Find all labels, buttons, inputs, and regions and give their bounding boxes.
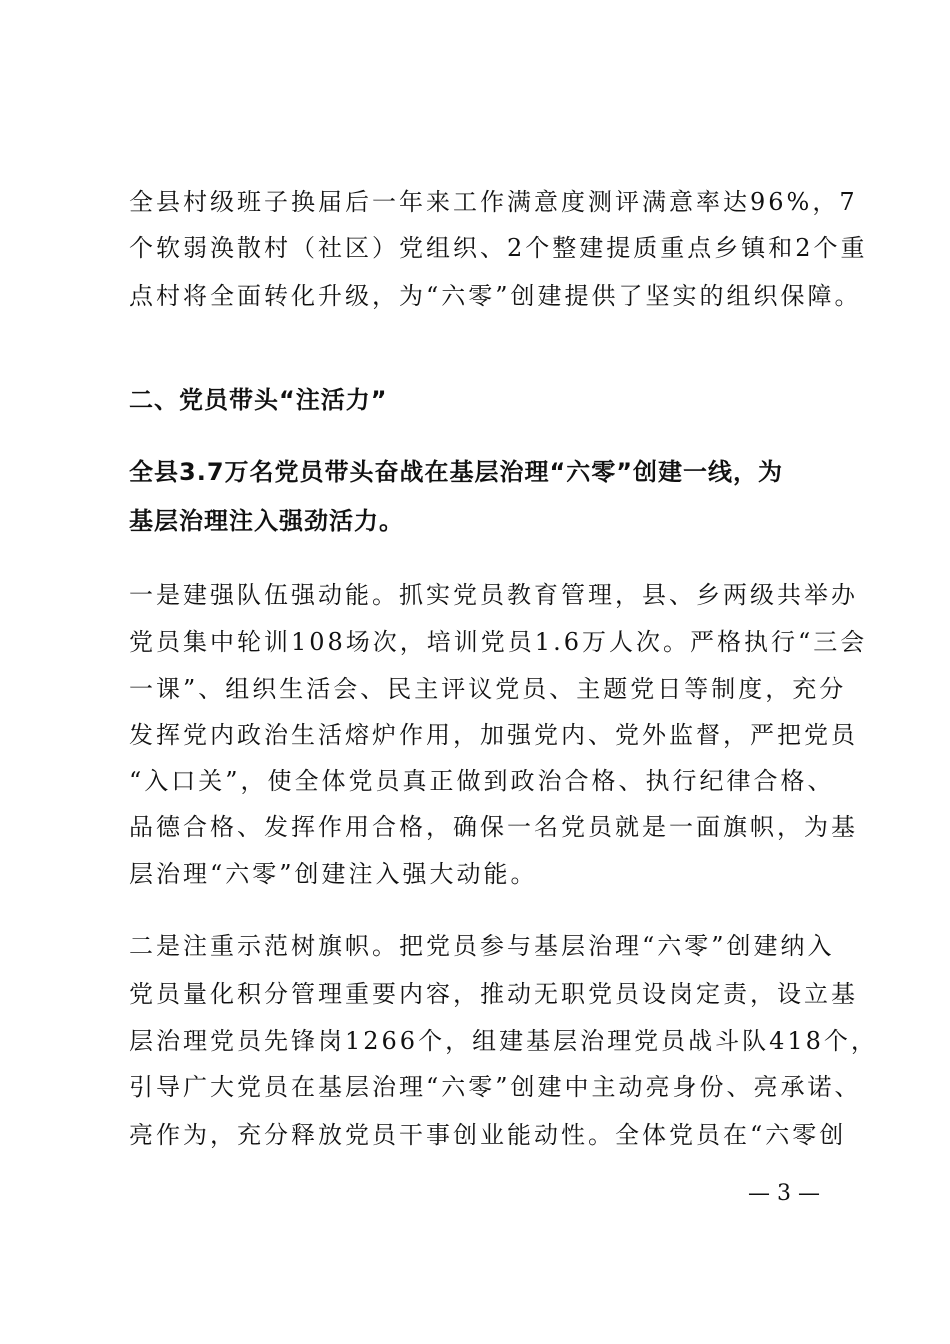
- paragraph-line: 党员集中轮训108场次，培训党员1.6万人次。严格执行“三会: [129, 628, 868, 656]
- paragraph-line: 一课”、组织生活会、民主评议党员、主题党日等制度，充分: [129, 675, 847, 703]
- intro-line: 全县3.7万名党员带头奋战在基层治理“六零”创建一线，为: [129, 458, 784, 486]
- page-number: — 3 —: [748, 1181, 820, 1206]
- paragraph-line: 亮作为，充分释放党员干事创业能动性。全体党员在“六零创: [129, 1121, 847, 1149]
- intro-line: 基层治理注入强劲活力。: [129, 507, 404, 535]
- section-heading: 二、党员带头“注活力”: [129, 386, 388, 414]
- paragraph-line: 品德合格、发挥作用合格，确保一名党员就是一面旗帜，为基: [129, 813, 858, 841]
- paragraph-line: 二是注重示范树旗帜。把党员参与基层治理“六零”创建纳入: [129, 932, 835, 960]
- paragraph-line: 点村将全面转化升级，为“六零”创建提供了坚实的组织保障。: [129, 282, 862, 310]
- paragraph-line: 层治理“六零”创建注入强大动能。: [129, 860, 538, 888]
- paragraph-line: 引导广大党员在基层治理“六零”创建中主动亮身份、亮承诺、: [129, 1073, 862, 1101]
- paragraph-line: 发挥党内政治生活熔炉作用，加强党内、党外监督，严把党员: [129, 721, 858, 749]
- paragraph-line: 个软弱涣散村（社区）党组织、2个整建提质重点乡镇和2个重: [129, 234, 868, 262]
- paragraph-line: “入口关”，使全体党员真正做到政治合格、执行纪律合格、: [129, 767, 835, 795]
- paragraph-line: 全县村级班子换届后一年来工作满意度测评满意率达96%，7: [129, 188, 858, 216]
- paragraph-line: 层治理党员先锋岗1266个，组建基层治理党员战斗队418个，: [129, 1027, 878, 1055]
- paragraph-line: 一是建强队伍强动能。抓实党员教育管理，县、乡两级共举办: [129, 581, 858, 609]
- paragraph-line: 党员量化积分管理重要内容，推动无职党员设岗定责，设立基: [129, 980, 858, 1008]
